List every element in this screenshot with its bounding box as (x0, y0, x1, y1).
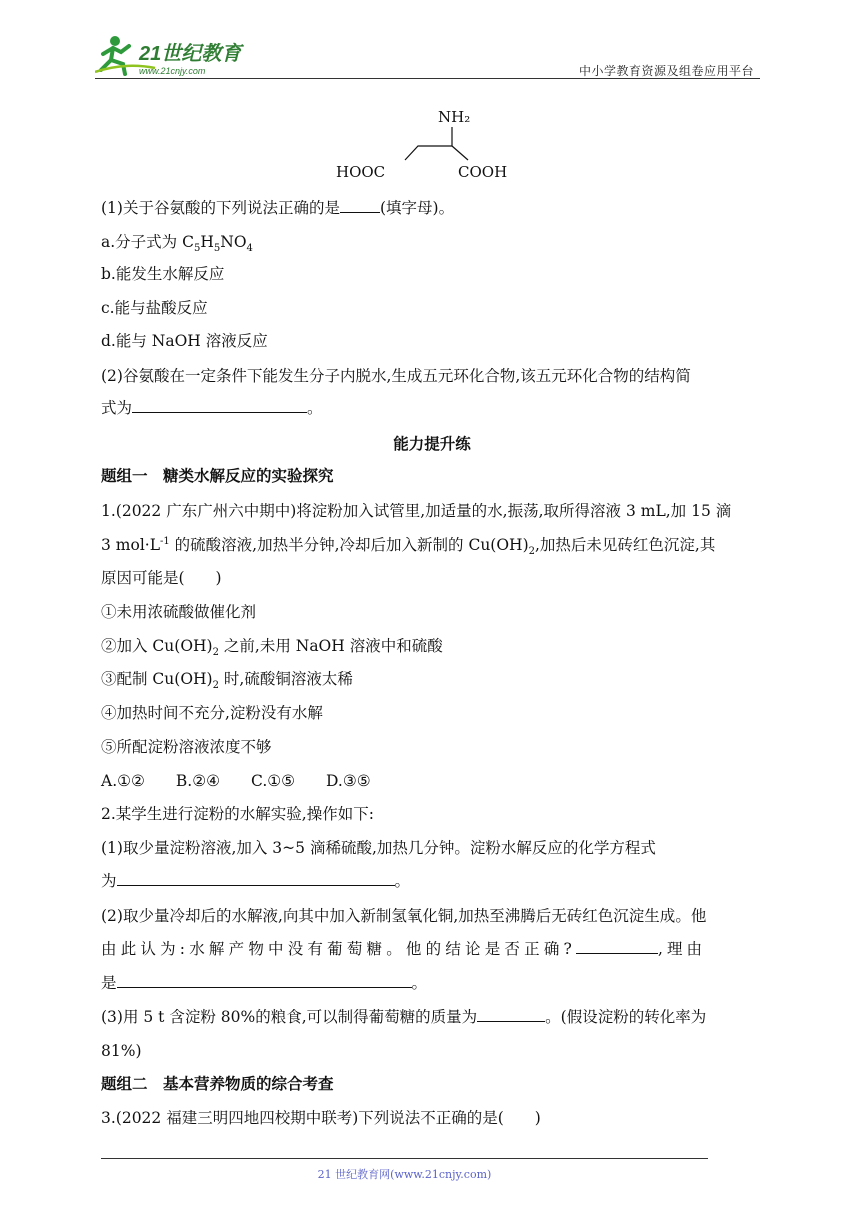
q2-part3-line2: 81%) (101, 1042, 142, 1060)
answer-blank[interactable] (132, 398, 307, 413)
q2-part1-line1: (1)取少量淀粉溶液,加入 3~5 滴稀硫酸,加热几分钟。淀粉水解反应的化学方程式 (101, 839, 656, 857)
header-platform-text: 中小学教育资源及组卷应用平台 (578, 64, 754, 78)
q2-part1-line2: 为 。 (101, 872, 411, 890)
header-divider (95, 78, 760, 79)
answer-blank[interactable] (477, 1007, 545, 1022)
answer-blank[interactable] (117, 871, 395, 886)
footer-divider (101, 1158, 708, 1159)
page-header (95, 32, 760, 80)
option-a: a.分子式为 $C_5H_5NO_4$ (101, 233, 253, 255)
q2-part2-line1: (2)取少量冷却后的水解液,向其中加入新制氢氧化铜,加热至沸腾后无砖红色沉淀生成。他 (101, 907, 707, 925)
q2-part2-line3: 是 。 (101, 974, 428, 992)
q1-line1: 1.(2022 广东广州六中期中)将淀粉加入试管里,加适量的水,振荡,取所得溶液 3 mL,加 15 滴 (101, 502, 732, 520)
choice-5: ⑤所配淀粉溶液浓度不够 (101, 738, 272, 756)
answer-blank[interactable] (117, 973, 412, 988)
svg-text:21世纪教育: 21世纪教育 (139, 43, 242, 65)
answer-blank[interactable] (340, 198, 380, 213)
carbon-chain (405, 146, 452, 160)
q-part2-line2: 式为 。 (101, 399, 323, 417)
answer-options: A.①② B.②④ C.①⑤ D.③⑤ (101, 772, 371, 790)
q2-part2-line2: 由此认为:水解产物中没有葡萄糖。他的结论是否正确? ,理由 (101, 940, 706, 958)
q1-line3: 原因可能是( ) (101, 569, 222, 587)
q2-title: 2.某学生进行淀粉的水解实验,操作如下: (101, 805, 374, 823)
answer-blank[interactable] (576, 939, 658, 954)
q-part1: (1)关于谷氨酸的下列说法正确的是 (填字母)。 (101, 199, 455, 217)
hooc-group: HOOC (336, 163, 386, 181)
choice-1: ①未用浓硫酸做催化剂 (101, 603, 257, 621)
option-d: d.能与 NaOH 溶液反应 (101, 332, 268, 350)
choice-3: ③配制 $Cu(OH)_2$ 时,硫酸铜溶液太稀 (101, 670, 353, 692)
svg-text:www.21cnjy.com: www.21cnjy.com (139, 66, 206, 76)
site-logo (95, 32, 265, 78)
footer-link[interactable]: 21 世纪教育网(www.21cnjy.com) (317, 1168, 492, 1181)
option-b: b.能发生水解反应 (101, 265, 225, 283)
q-part2-line1: (2)谷氨酸在一定条件下能发生分子内脱水,生成五元环化合物,该五元环化合物的结构简 (101, 367, 691, 385)
q3-line1: 3.(2022 福建三明四地四校期中联考)下列说法不正确的是( ) (101, 1109, 541, 1127)
bond-cooh (452, 146, 468, 160)
q1-line2: 3 $mol\cdot L^{-1}$ 的硫酸溶液,加热半分钟,冷却后加入新制的 $Cu(OH)_2$,加热后未见砖红色沉淀,其 (101, 535, 716, 558)
section-title: 能力提升练 (393, 434, 471, 453)
choice-2: ②加入 $Cu(OH)_2$ 之前,未用 NaOH 溶液中和硫酸 (101, 637, 443, 659)
choice-4: ④加热时间不充分,淀粉没有水解 (101, 704, 323, 722)
group1-title: 题组一 糖类水解反应的实验探究 (101, 466, 334, 485)
glutamic-acid-structure (330, 100, 530, 186)
cooh-group: COOH (458, 163, 508, 181)
group2-title: 题组二 基本营养物质的综合考查 (101, 1074, 334, 1093)
q2-part3-line1: (3)用 5 t 含淀粉 80%的粮食,可以制得葡萄糖的质量为 。(假设淀粉的转化率为 (101, 1008, 707, 1026)
nh2-group: NH₂ (438, 108, 471, 126)
option-c: c.能与盐酸反应 (101, 299, 208, 317)
